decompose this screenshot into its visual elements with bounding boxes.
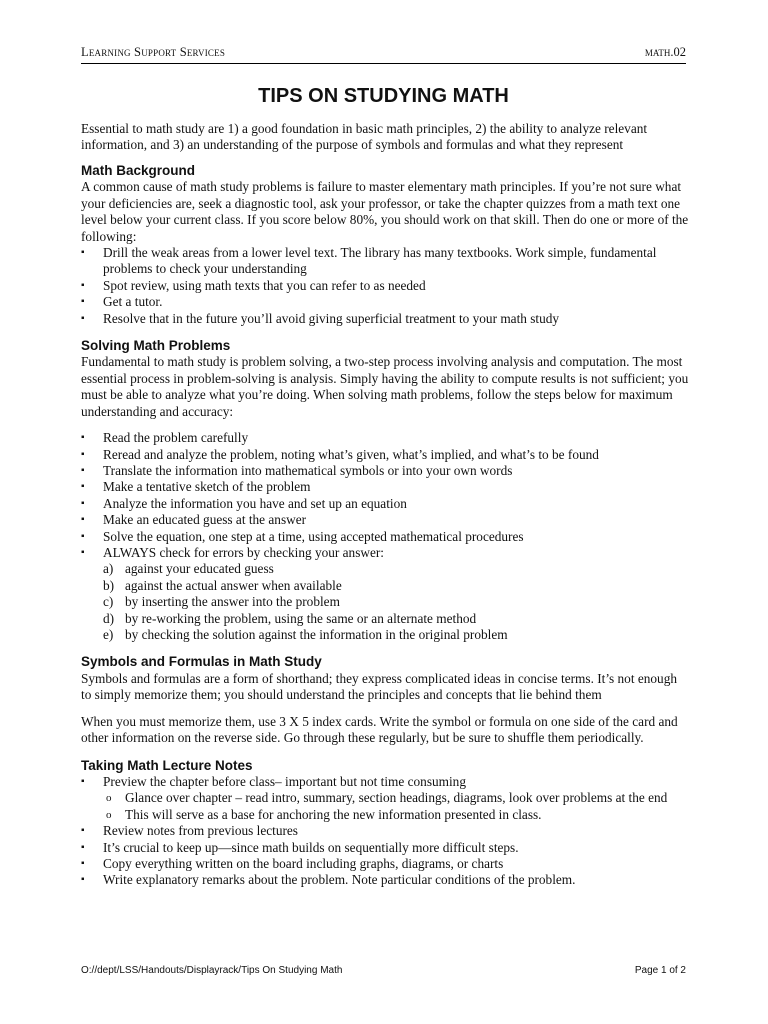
- notes-list: [81, 774, 689, 889]
- list-item: [81, 823, 689, 839]
- heading-symbols-formulas: Symbols and Formulas in Math Study: [81, 654, 322, 670]
- list-item-text: Make an educated guess at the answer: [103, 512, 307, 528]
- header-code: math.02: [644, 45, 686, 59]
- list-item: [81, 496, 689, 512]
- list-item: [81, 529, 689, 545]
- bullet-icon: ▪: [81, 481, 85, 493]
- document-body: [81, 121, 689, 889]
- list-item: [81, 311, 689, 327]
- page-title: TIPS ON STUDYING MATH: [258, 85, 509, 107]
- symbols-paragraph-1: Symbols and formulas are a form of shorthand; they express complicated ideas in concise terms. It’s not enough to simply memorize them; you should understand the principles and concepts that lie behind them: [81, 670, 677, 703]
- check-letter: a): [103, 561, 114, 577]
- bullet-icon: ▪: [81, 296, 85, 308]
- page-header: [81, 45, 686, 63]
- bullet-icon: ▪: [81, 464, 85, 476]
- check-letter: e): [103, 626, 114, 642]
- footer-page-number: Page 1 of 2: [634, 965, 686, 976]
- check-item: [103, 594, 689, 610]
- page-footer: [81, 965, 686, 979]
- bullet-icon: ▪: [81, 312, 85, 324]
- list-item-text: Translate the information into mathematical symbols or into your own words: [103, 462, 513, 478]
- list-item: [81, 430, 689, 446]
- check-letter: c): [103, 594, 114, 610]
- sub-list-text: This will serve as a base for anchoring the new information presented in class.: [125, 806, 542, 822]
- list-item-text: Resolve that in the future you’ll avoid giving superficial treatment to your math study: [103, 310, 560, 326]
- check-text: by inserting the answer into the problem: [125, 594, 340, 610]
- list-item: [81, 545, 689, 643]
- bullet-icon: ▪: [81, 432, 85, 444]
- sub-list-text: Glance over chapter – read intro, summary, section headings, diagrams, look over problems at the end: [125, 790, 668, 806]
- bullet-icon: ▪: [81, 246, 85, 258]
- bullet-icon: ▪: [81, 874, 85, 886]
- list-item: [81, 245, 689, 278]
- bullet-icon: ▪: [81, 776, 85, 787]
- header-department: Learning Support Services: [81, 45, 226, 59]
- heading-math-background: Math Background: [81, 162, 196, 178]
- check-item: [103, 578, 689, 594]
- bullet-icon: ▪: [81, 546, 85, 558]
- check-item: [103, 611, 689, 627]
- list-item-text: Get a tutor.: [103, 294, 163, 310]
- list-item: [81, 294, 689, 310]
- list-item-text: Solve the equation, one step at a time, using accepted mathematical procedures: [103, 528, 524, 544]
- list-item: [81, 512, 689, 528]
- list-item-text: Make a tentative sketch of the problem: [103, 479, 311, 495]
- list-item-text: Copy everything written on the board including graphs, diagrams, or charts: [103, 856, 504, 872]
- footer-file-path: O://dept/LSS/Handouts/Displayrack/Tips On Studying Math: [81, 965, 343, 976]
- check-text: by re-working the problem, using the same or an alternate method: [125, 610, 477, 626]
- symbols-paragraph-2: When you must memorize them, use 3 X 5 index cards. Write the symbol or formula on one side of the card and other information on the reverse side. Go through these regularly, but be sure to shuffle them periodically.: [81, 713, 678, 746]
- background-paragraph: A common cause of math study problems is failure to master elementary math principles. If you’re not sure what your deficiencies are, seek a diagnostic tool, ask your professor, or take the chapter quizzes from a math text one level below your current class. If you score below 80%, you should work on that skill. Then do one or more of the following:: [81, 179, 689, 244]
- list-item: [81, 774, 689, 823]
- check-text: against your educated guess: [125, 561, 274, 577]
- list-item: [81, 872, 689, 888]
- problems-list: [81, 430, 689, 643]
- intro-paragraph: Essential to math study are 1) a good foundation in basic math principles, 2) the ability to analyze relevant information, and 3) an understanding of the purpose of symbols and formulas and what they represent: [81, 121, 648, 153]
- sub-list-item: [103, 807, 689, 823]
- check-text: by checking the solution against the information in the original problem: [125, 626, 508, 642]
- list-item: [81, 463, 689, 479]
- bullet-icon: ▪: [81, 530, 85, 542]
- list-item-text: Spot review, using math texts that you can refer to as needed: [103, 277, 426, 293]
- list-item: [81, 840, 689, 856]
- bullet-icon: ▪: [81, 497, 85, 509]
- list-item-text: ALWAYS check for errors by checking your answer:: [103, 544, 384, 560]
- bullet-icon: ▪: [81, 279, 85, 291]
- header-rule: [81, 63, 686, 64]
- answer-check-list: [103, 561, 689, 643]
- check-text: against the actual answer when available: [125, 577, 342, 593]
- heading-solving-problems: Solving Math Problems: [81, 337, 231, 353]
- list-item: [81, 479, 689, 495]
- bullet-icon: ▪: [81, 514, 85, 526]
- circle-bullet-icon: o: [106, 792, 112, 805]
- check-item: [103, 627, 689, 643]
- bullet-icon: ▪: [81, 858, 85, 870]
- list-item: [81, 856, 689, 872]
- list-item-text: Drill the weak areas from a lower level text. The library has many textbooks. Work simple, fundamental problems to check your understanding: [103, 244, 657, 277]
- list-item-text: It’s crucial to keep up—since math builds on sequentially more difficult steps.: [103, 839, 519, 855]
- list-item-text: Review notes from previous lectures: [103, 823, 298, 839]
- list-item: [81, 278, 689, 294]
- bullet-icon: ▪: [81, 841, 85, 853]
- background-list: [81, 245, 689, 327]
- list-item-text: Write explanatory remarks about the problem. Note particular conditions of the problem.: [103, 872, 576, 888]
- list-item: [81, 447, 689, 463]
- heading-lecture-notes: Taking Math Lecture Notes: [81, 757, 253, 773]
- problems-paragraph: Fundamental to math study is problem solving, a two-step process involving analysis and computation. The most essential process in problem-solving is analysis. Simply having the ability to compute results is not sufficient; you must be able to analyze what you’re doing. When solving math problems, follow the steps below for maximum understanding and accuracy:: [81, 354, 689, 419]
- check-item: [103, 561, 689, 577]
- check-letter: d): [103, 610, 115, 626]
- list-item-text: Analyze the information you have and set up an equation: [103, 495, 407, 511]
- circle-bullet-icon: o: [106, 808, 112, 821]
- list-item-text: Read the problem carefully: [103, 430, 249, 446]
- list-item-text: Reread and analyze the problem, noting what’s given, what’s implied, and what’s to be found: [103, 446, 599, 462]
- preview-sub-list: [103, 790, 689, 823]
- sub-list-item: [103, 790, 689, 806]
- list-item-text: Preview the chapter before class– important but not time consuming: [103, 774, 466, 789]
- check-letter: b): [103, 577, 115, 593]
- bullet-icon: ▪: [81, 825, 85, 837]
- bullet-icon: ▪: [81, 448, 85, 460]
